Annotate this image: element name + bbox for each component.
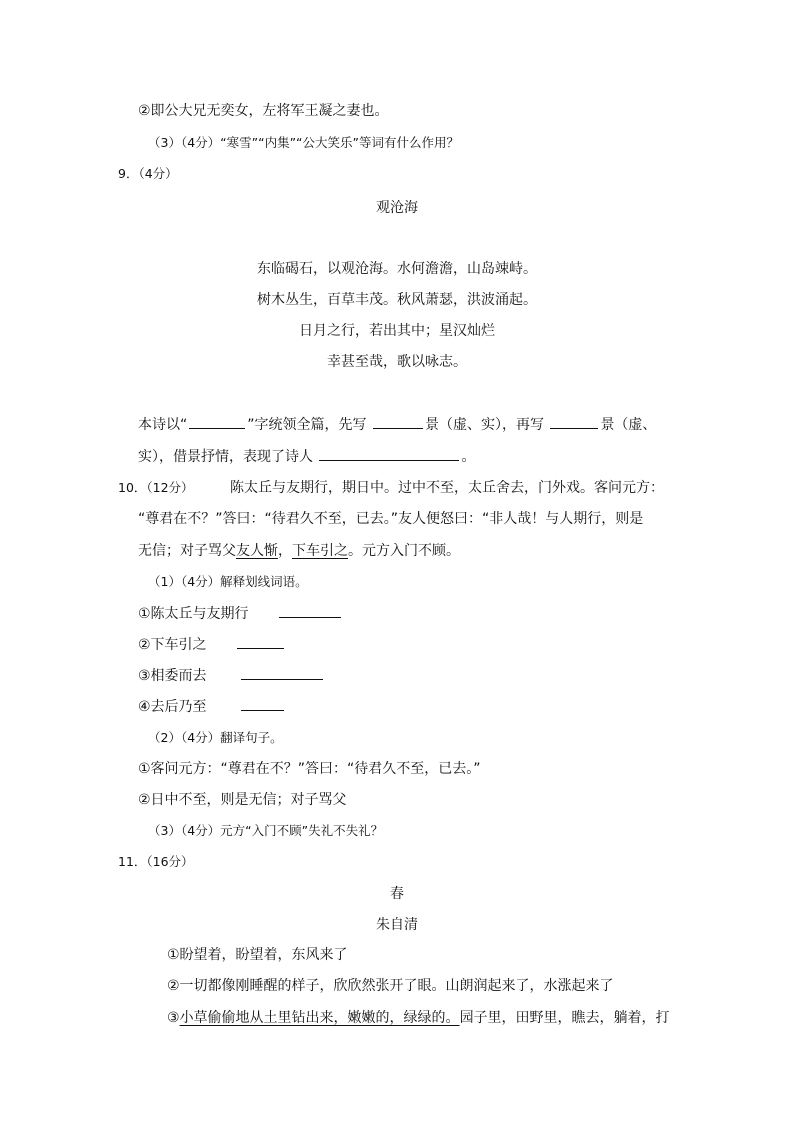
q11-paragraph-2: ②一切都像刚睡醒的样子，欣欣然张开了眼。山朗润起来了，水涨起来了	[167, 978, 614, 994]
blank-answer[interactable]	[241, 665, 323, 680]
q10-item-1	[138, 603, 343, 624]
analysis-text: 。	[461, 449, 476, 465]
q10-subquestion-3: （3）（4分）元方“入门不顾”失礼不失礼？	[148, 823, 384, 838]
blank-first-scene[interactable]	[373, 414, 423, 429]
q10-translate-2: ②日中不至，则是无信；对子骂父	[138, 792, 347, 808]
underlined-phrase-2: 下车引之	[292, 543, 348, 559]
q11-number: 11．（16分）	[118, 854, 194, 869]
essay-title: 春	[390, 886, 404, 902]
q10-item-2	[138, 634, 286, 655]
passage-text: 无信；对子骂父	[138, 543, 236, 559]
q10-item-4	[138, 696, 286, 717]
q9-number: 9．（4分）	[118, 166, 178, 181]
item-text: ①陈太丘与友期行	[138, 606, 249, 622]
item-text: ②下车引之	[138, 637, 207, 653]
q10-item-3	[138, 665, 325, 686]
q8-subquestion-3: （3）（4分）“寒雪”“内集”“公大笑乐”等词有什么作用？	[148, 135, 460, 150]
q11-paragraph-3	[167, 1008, 670, 1028]
q10-subquestion-1: （1）（4分）解释划线词语。	[148, 574, 308, 589]
analysis-text: 景（虚、实），再写	[424, 417, 544, 433]
q8-sentence-2: ②即公大兄无奕女，左将军王凝之妻也。	[138, 103, 389, 119]
q10-number: 10．（12分）	[118, 480, 194, 495]
blank-key-word[interactable]	[189, 414, 245, 429]
poem-line-1: 东临碣石，以观沧海。水何澹澹，山岛竦峙。	[257, 261, 537, 277]
underlined-phrase-1: 友人惭	[236, 543, 278, 559]
q10-subquestion-2: （2）（4分）翻译句子。	[148, 730, 283, 745]
q10-passage-line-1: 陈太丘与友期行，期日中。过中不至，太丘舍去，门外戏。客问元方：	[230, 480, 664, 496]
blank-answer[interactable]	[237, 634, 284, 649]
blank-answer[interactable]	[279, 603, 341, 618]
poem-line-2: 树木丛生，百草丰茂。秋风萧瑟，洪波涌起。	[257, 292, 537, 308]
blank-second-scene[interactable]	[550, 414, 598, 429]
paragraph-number: ③	[167, 1010, 180, 1026]
q11-paragraph-1: ①盼望着，盼望着，东风来了	[167, 947, 348, 963]
passage-text: 。元方入门不顾。	[348, 543, 460, 559]
poem-title: 观沧海	[376, 200, 418, 216]
analysis-text: 景（虚、	[600, 417, 657, 433]
analysis-text: 实），借景抒情，表现了诗人	[138, 449, 313, 465]
blank-answer[interactable]	[241, 696, 284, 711]
paragraph-text: 园子里，田野里，瞧去，躺着，打	[459, 1010, 670, 1026]
q10-passage-line-3	[138, 541, 460, 561]
blank-poet-feeling[interactable]	[319, 446, 459, 461]
q9-analysis-line-2	[138, 446, 475, 467]
item-text: ③相委而去	[138, 668, 207, 684]
poem-line-3: 日月之行，若出其中；星汉灿烂	[299, 323, 495, 339]
essay-author: 朱自清	[376, 917, 418, 933]
q9-analysis-line-1	[138, 414, 656, 435]
item-text: ④去后乃至	[138, 699, 207, 715]
analysis-text: ”字统领全篇，先写	[247, 417, 367, 433]
q10-passage-line-2: “尊君在不？”答曰：“待君久不至，已去。”友人便怒曰：“非人哉！与人期行，则是	[138, 511, 644, 527]
passage-text: ，	[278, 543, 292, 559]
analysis-text: 本诗以“	[138, 417, 188, 433]
poem-line-4: 幸甚至哉，歌以咏志。	[327, 354, 467, 370]
underlined-sentence: 小草偷偷地从土里钻出来，嫩嫩的，绿绿的。	[179, 1010, 460, 1026]
q10-translate-1: ①客问元方：“尊君在不？”答曰：“待君久不至，已去。”	[138, 761, 481, 777]
